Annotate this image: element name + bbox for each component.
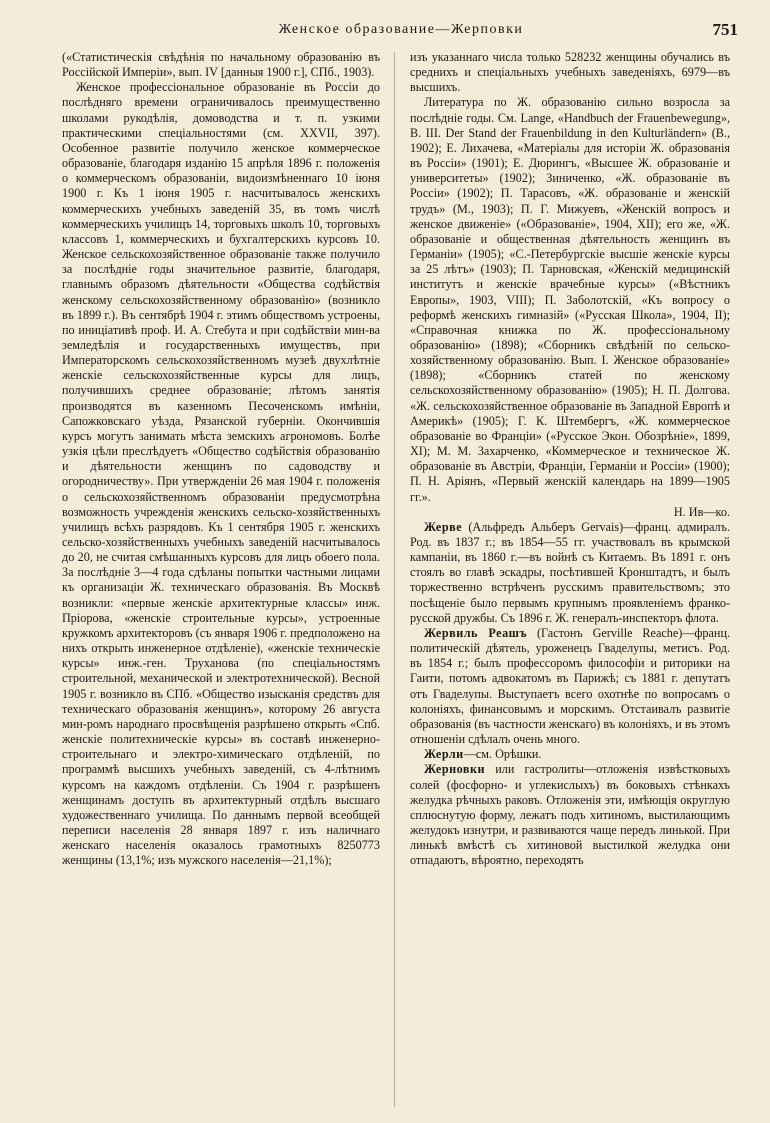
entry-text: или гастролиты—отложенія извѣстковыхъ солей (фосфорно- и углекислыхъ) въ боковыхъ стѣнкахъ желудка рѣчныхъ раковъ. Отложенія эти, имѣющія округлую сплюснутую форму, лежатъ подъ хитиномъ, выстилающимъ желудокъ изнутри, и развиваются чаще передъ линькой. При линькѣ вмѣстѣ съ хитиновой выстилкой желудка они отпадаютъ, вѣроятно, переходятъ [410, 762, 730, 868]
paragraph: Женское профессіональное образованіе въ Россіи до послѣдняго времени ограничивалось преимущественно школами рукодѣлія, домоводства и т. п. узкими практическими спеціальностями (см. XXVII, 397). Особенное развитіе получило женское коммерческое образованіе, благодаря изданію 15 апрѣля 1896 г. положенія о коммерческомъ образованіи, видоизмѣненнаго 10 іюня 1900 г. Къ 1 іюня 1905 г. насчитывалось женскихъ коммерческихъ учебныхъ заведеній 35, въ томъ числѣ коммерческихъ училищъ 14, торговыхъ школъ 10, торговыхъ классовъ 1, коммерческихъ и бухгалтерскихъ курсовъ 10. Женское сельскохозяйственное образованіе также получило за послѣдніе годы значительное развитіе, благодаря, главнымъ образомъ дѣятельности «Общества содѣйствія женскому сельскохозяйственному образованію» (возникло въ 1899 г.). Въ сентябрѣ 1904 г. этимъ обществомъ устроены, по иниціативѣ проф. И. А. Стебута и при содѣйствіи мин-ва земледѣлія и государственныхъ имуществъ, при Императорскомъ сельскохозяйственномъ музеѣ двухлѣтніе женскіе сельскохозяйственные курсы для лицъ, получившихъ среднее образованіе; лѣтомъ занятія производятся въ казенномъ Песоченскомъ имѣніи, Сапожковскаго уѣзда, Рязанской губерніи. Окончившія курсъ могутъ занимать мѣста земскихъ агрономовъ. Болѣе узкія цѣли преслѣдуетъ «Общество содѣйствія образованію и дѣятельности женщинъ по садоводству и огородничеству». При утвержденіи 26 мая 1904 г. положенія о сельскохозяйственномъ образованіи предусмотрѣна возможность учрежденія женскихъ сельско-хозяйственныхъ училищъ всѣхъ разрядовъ. Къ 1 сентября 1905 г. женскихъ сельско-хозяйственныхъ учебныхъ заведеній насчитывалось до 20, не считая смѣшанныхъ курсовъ для лицъ обоего пола. За послѣдніе 3—4 года сдѣланы попытки частными лицами къ организаціи Ж. техническаго образованія. Въ Москвѣ возникли: «первые женскіе архитектурные классы» инж. Пріорова, «женскіе строительные курсы», устроенные кружкомъ архитекторовъ (съ января 1906 г. предположено на нихъ открыть инженерное отдѣленіе), «женскіе техническіе курсы» инж.-ген. Труханова (по спеціальностямъ строительной, механической и электротехнической). Весной 1905 г. возникло въ СПб. «Общество изысканія средствъ для техническаго образованія женщинъ», которому 26 августа мин-ромъ народнаго просвѣщенія разрѣшено открыть «Спб. женскіе политехническіе курсы» въ составѣ инженерно-строительнаго и электро-химическаго отдѣленій, по программѣ высшихъ учебныхъ заведеній, съ 4-лѣтнимъ курсомъ на каждомъ отдѣленіи. Съ 1904 г. разрѣшенъ женщинамъ доступъ въ архитектурный отдѣлъ высшаго художественнаго училища. По даннымъ первой всеобщей переписи населенія 28 января 1897 г. изъ наличнаго женскаго населенія оказалось грамотныхъ 8250773 женщины (13,1%; изъ мужского населенія—21,1%); [62, 80, 380, 868]
page-number: 751 [712, 20, 738, 39]
entry-zhernovki [410, 762, 730, 868]
entry-headword: Жервиль Реашъ [424, 625, 528, 640]
entry-zherve [410, 520, 730, 626]
entry-text: (Альфредъ Альберъ Gervais)—франц. адмиралъ. Род. въ 1837 г.; въ 1854—55 гг. участвовалъ въ крымской кампаніи, въ 1860 г.—въ войнѣ съ Китаемъ. Въ 1891 г. онъ стоялъ во главѣ эскадры, посѣтившей Кронштадтъ, и былъ торжественно встрѣченъ русскимъ правительствомъ; это посѣщеніе было первымъ крупнымъ проявленіемъ франко-русской дружбы. Съ 1896 г. Ж. генералъ-инспекторъ флота. [410, 519, 730, 625]
page-header [62, 20, 740, 46]
entry-text: (Гастонъ Gerville Reache)—франц. политическій дѣятель, уроженецъ Гваделупы, метисъ. Род. въ 1854 г.; былъ профессоромъ философіи и риторики на Гаити, потомъ адвокатомъ въ Парижѣ; съ 1881 г. депутатъ отъ Гваделупы. Выступаетъ всего охотнѣе по вопросамъ о колоніяхъ, финансовымъ и морскимъ. Отстаивалъ развитіе образованія (въ частности женскаго) въ колоніяхъ, и въ этомъ отношеніи сдѣлалъ очень много. [410, 625, 731, 747]
left-column [62, 50, 380, 868]
entry-zherli [410, 747, 730, 762]
entry-headword: Жерновки [424, 762, 486, 777]
author-signature: Н. Ив—ко. [673, 504, 730, 519]
bibliography-paragraph: Литература по Ж. образованію сильно возросла за послѣдніе годы. См. Lange, «Handbuch der Frauenbewegung», B. III. Der Stand der Frauenbildung in den Kulturländern» (B., 1902); Е. Лихачева, «Матеріалы для исторіи Ж. образованія въ Россіи» (1901); Е. Дюрингъ, «Высшее Ж. образованіе и университеты» (1902); Зиниченко, «Ж. образованіе въ Россіи» (1902); П. Тарасовъ, «Ж. образованіе и женскій трудъ» (М., 1903); П. Г. Мижуевъ, «Женскій вопросъ и женское движеніе» («Образованіе», 1904, XII); его же, «Ж. образованіе и общественная дѣятельность женщинъ въ Германіи» (1905); «С.-Петербургскіе высшіе женскіе курсы за 25 лѣтъ» (1903); П. Тарновская, «Женскій медицинскій институтъ и женскіе врачебные курсы» («Вѣстникъ Европы», 1903, VIII); П. Заболотскій, «Къ вопросу о реформѣ женскихъ гимназій» («Русская Школа», 1904, II); «Справочная книжка по Ж. профессіональному образованію» (1898); «Сборникъ свѣдѣній по сельско-хозяйственному образованію. Вып. I. Женское образованіе» (1898); «Сборникъ статей по женскому сельскохозяйственному образованію» (1905); Н. П. Долгова. «Ж. сельскохозяйственное образованіе въ Западной Европѣ и Америкѣ» (1905); Г. К. Штембергъ, «Ж. коммерческое образованіе во Франціи» («Русское Экон. Обозрѣніе», 1899, XI); М. М. Захарченко, «Коммерческое и техническое Ж. образованіе въ Австріи, Франціи, Германіи и Россіи» (1900); П. Н. Аріянъ, «Первый женскій календарь на 1899—1905 гг.». [410, 95, 730, 504]
right-column [410, 50, 730, 868]
paragraph: изъ указаннаго числа только 528232 женщины обучались въ среднихъ и спеціальныхъ учебныхъ заведеніяхъ, 6979—въ высшихъ. [410, 50, 730, 95]
entry-headword: Жерли [424, 747, 464, 762]
column-divider [394, 52, 395, 1107]
entry-headword: Жерве [424, 519, 463, 534]
entry-text: —см. Орѣшки. [463, 747, 542, 762]
paragraph: («Статистическія свѣдѣнія по начальному образованію въ Россійской Имперіи», вып. IV [данныя 1900 г.], СПб., 1903). [62, 50, 380, 80]
running-head: Женское образование—Жерповки [278, 22, 524, 37]
entry-zherville-reache [410, 626, 730, 747]
